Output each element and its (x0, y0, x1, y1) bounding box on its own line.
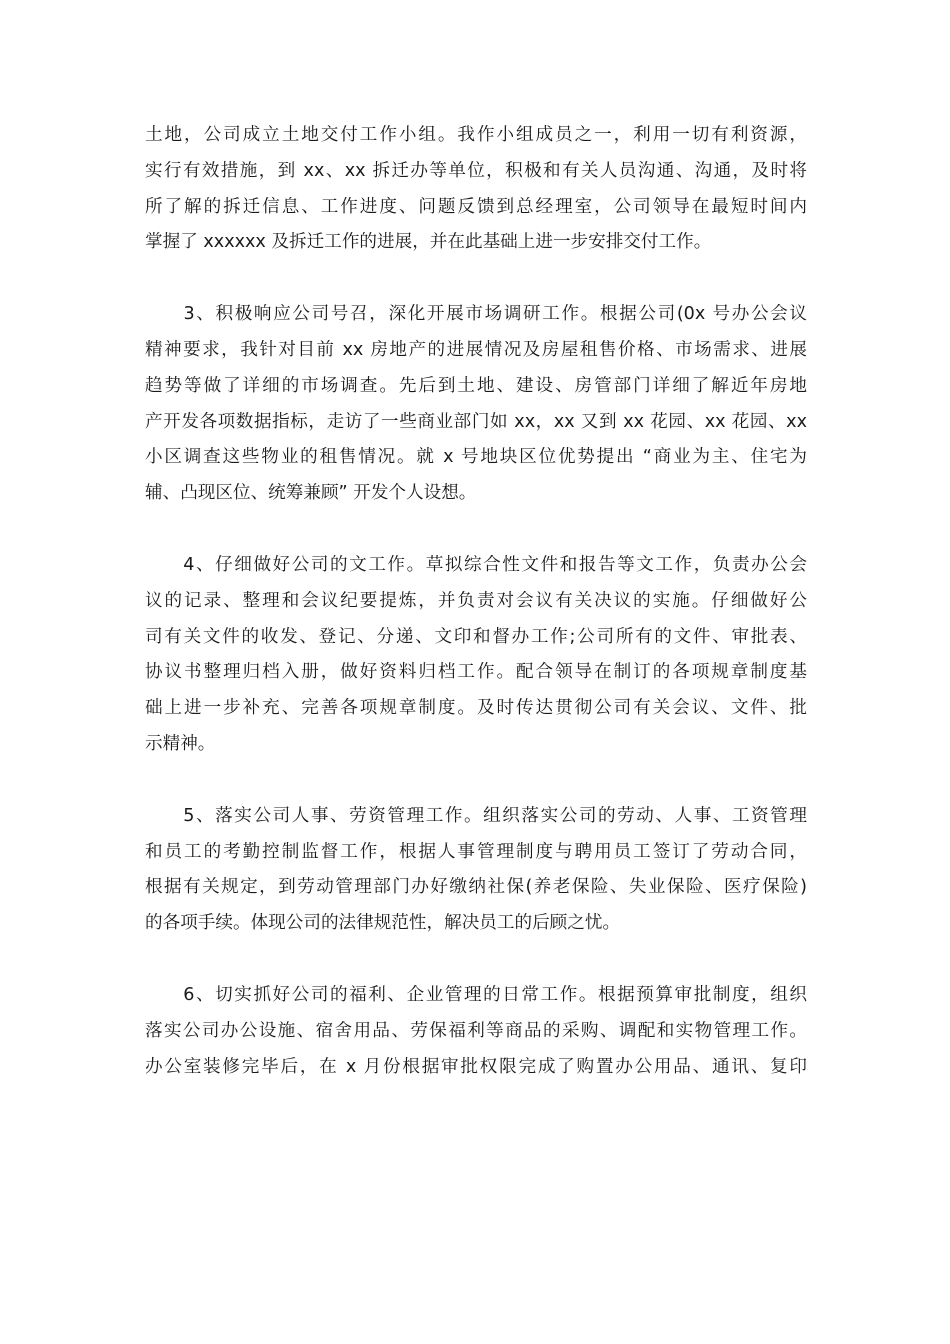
text-line: 协议书整理归档入册，做好资料归档工作。配合领导在制订的各项规章制度基 (145, 662, 807, 683)
text-line: 示精神。 (145, 733, 216, 754)
paragraph-market-research (145, 297, 807, 512)
text-line: 产开发各项数据指标，走访了一些商业部门如 xx，xx 又到 xx 花园、xx 花园、xx (145, 411, 807, 432)
paragraph-gap (145, 261, 807, 297)
text-line: 落实公司办公设施、宿舍用品、劳保福利等商品的采购、调配和实物管理工作。 (145, 1020, 807, 1041)
paragraph-welfare-management (145, 978, 807, 1085)
paragraph-document-work (145, 548, 807, 763)
text-line: 5、落实公司人事、劳资管理工作。组织落实公司的劳动、人事、工资管理 (145, 805, 807, 826)
paragraph-land-handover (145, 118, 807, 261)
text-line: 精神要求，我针对目前 xx 房地产的进展情况及房屋租售价格、市场需求、进展 (145, 339, 807, 360)
text-line: 3、积极响应公司号召，深化开展市场调研工作。根据公司(0x 号办公会议 (145, 304, 807, 325)
text-line: 司有关文件的收发、登记、分递、文印和督办工作;公司所有的文件、审批表、 (145, 626, 807, 647)
text-line: 所了解的拆迁信息、工作进度、问题反馈到总经理室，公司领导在最短时间内 (145, 196, 807, 217)
text-line: 4、仔细做好公司的文工作。草拟综合性文件和报告等文工作，负责办公会 (145, 554, 807, 575)
text-line: 掌握了 xxxxxx 及拆迁工作的进展，并在此基础上进一步安排交付工作。 (145, 232, 712, 253)
text-line: 和员工的考勤控制监督工作，根据人事管理制度与聘用员工签订了劳动合同， (145, 841, 807, 862)
paragraph-gap (145, 512, 807, 548)
text-line: 议的记录、整理和会议纪要提炼，并负责对会议有关决议的实施。仔细做好公 (145, 590, 807, 611)
paragraph-personnel-management (145, 799, 807, 942)
text-line: 土地，公司成立土地交付工作小组。我作小组成员之一，利用一切有利资源， (145, 125, 807, 145)
text-line: 根据有关规定，到劳动管理部门办好缴纳社保(养老保险、失业保险、医疗保险) (145, 877, 807, 898)
text-line: 础上进一步补充、完善各项规章制度。及时传达贯彻公司有关会议、文件、批 (145, 698, 807, 719)
text-line: 趋势等做了详细的市场调查。先后到土地、建设、房管部门详细了解近年房地 (145, 375, 807, 396)
text-line: 的各项手续。体现公司的法律规范性，解决员工的后顾之忧。 (145, 913, 621, 934)
paragraph-gap (145, 942, 807, 978)
text-line: 办公室装修完毕后，在 x 月份根据审批权限完成了购置办公用品、通讯、复印 (145, 1056, 807, 1077)
paragraph-gap (145, 763, 807, 799)
text-line: 小区调查这些物业的租售情况。就 x 号地块区位优势提出 “商业为主、住宅为 (145, 447, 807, 468)
text-line: 6、切实抓好公司的福利、企业管理的日常工作。根据预算审批制度，组织 (145, 984, 807, 1005)
text-line: 辅、凸现区位、统筹兼顾” 开发个人设想。 (145, 483, 477, 504)
text-line: 实行有效措施，到 xx、xx 拆迁办等单位，积极和有关人员沟通、沟通，及时将 (145, 160, 807, 181)
document-body (145, 118, 807, 1085)
